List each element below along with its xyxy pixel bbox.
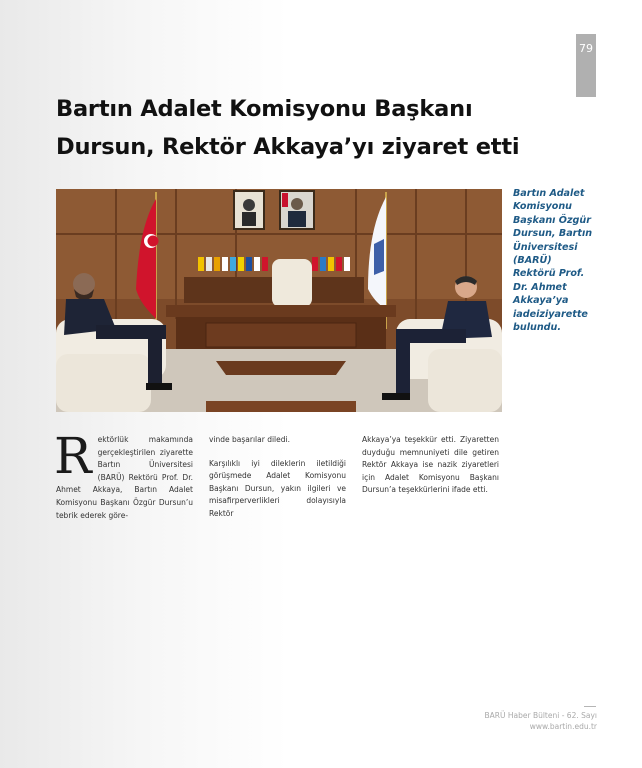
page-footer: [485, 710, 597, 732]
article-title-line-1: Bartın Adalet Komisyonu Başkanı: [56, 96, 473, 122]
article-column-2: [209, 434, 346, 532]
meeting-photo: [56, 189, 502, 412]
article-title-line-2: Dursun, Rektör Akkaya’yı ziyaret etti: [56, 134, 520, 160]
article-paragraph-4: Akkaya’ya teşekkür etti. Ziyaretten duyduğu memnuniyeti dile getiren Rektör Akkaya ise nazik ziyaretleri için Adalet Komisyonu Başkanı Dursun’a teşekkürlerini ifade etti.: [362, 435, 499, 495]
article-paragraph-3: Karşılıklı iyi dileklerin iletildiği görüşmede Adalet Komisyonu Başkanı Dursun, yakın ilgileri ve misafirperverlikleri dolayısıyla Rektör: [209, 458, 346, 518]
article-column-3: [362, 434, 499, 508]
footer-website-link[interactable]: www.bartin.edu.tr: [529, 722, 597, 731]
article-title: [56, 90, 536, 166]
article-column-1: [54, 427, 193, 533]
photo-caption: Bartın Adalet Komisyonu Başkanı Özgür Dursun, Bartın Üniversitesi (BARÜ) Rektörü Prof. Dr. Ahmet Akkaya’ya iadeiziyarette bulundu.: [513, 188, 593, 334]
footer-publication: BARÜ Haber Bülteni - 62. Sayı: [484, 711, 597, 720]
page-number: 79: [579, 42, 593, 55]
footer-divider: [584, 706, 596, 707]
page-number-tab: [576, 34, 596, 97]
article-paragraph-1: ektörlük makamında gerçekleştirilen ziyarette Bartın Üniversitesi (BARÜ) Rektörü Prof. Dr. Ahmet Akkaya, Bartın Adalet Komisyonu Başkanı Özgür Dursun’u tebrik ederek göre-: [56, 435, 193, 520]
article-paragraph-2: vinde başarılar diledi.: [209, 435, 290, 444]
drop-cap: R: [54, 427, 92, 485]
